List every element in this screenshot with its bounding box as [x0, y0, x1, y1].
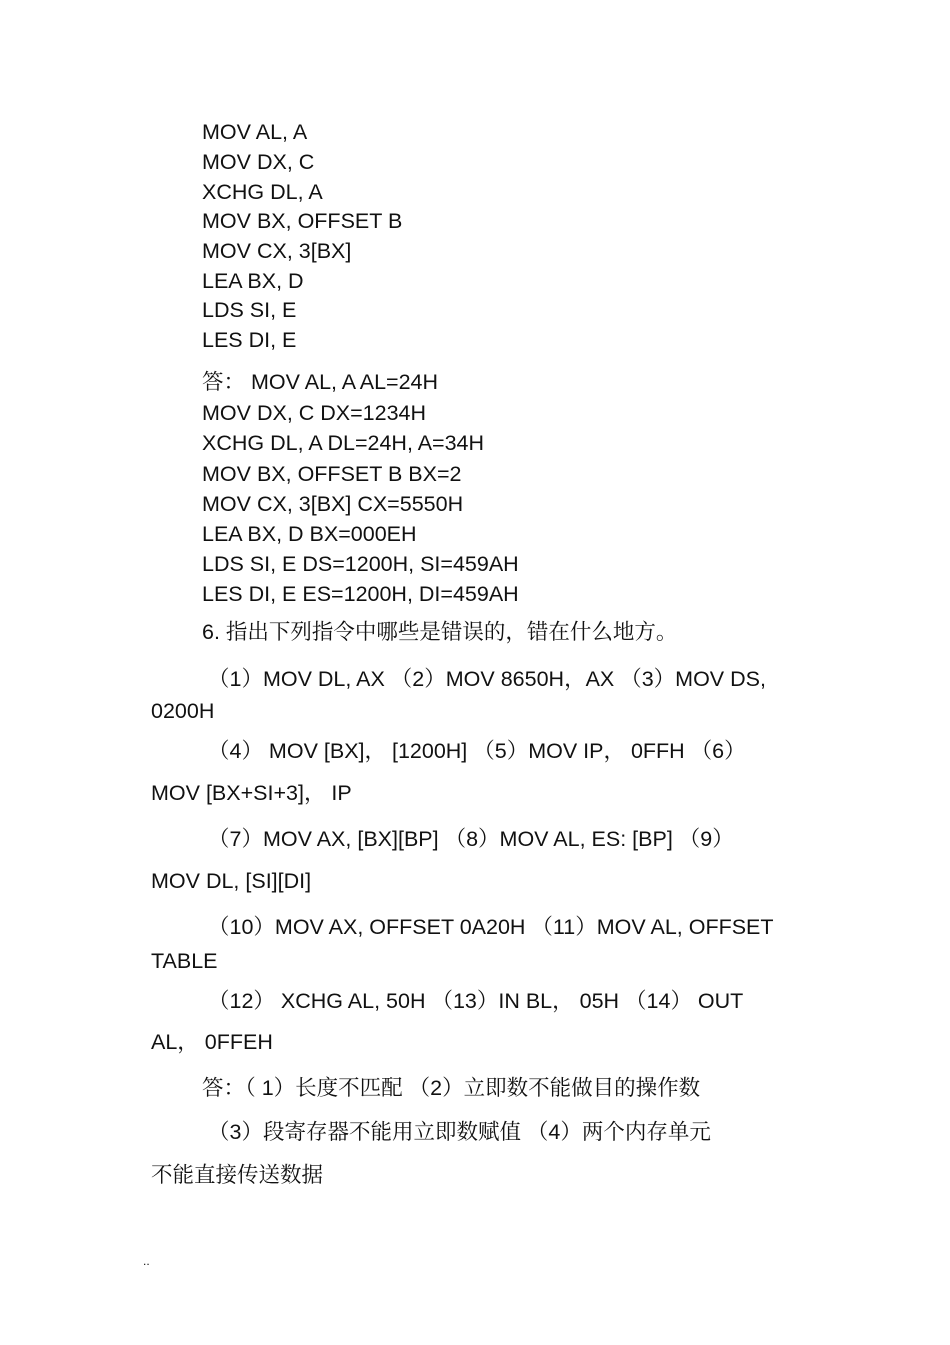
answer-line: MOV CX, 3[BX] CX=5550H: [202, 492, 464, 516]
question-line: （7）MOV AX, [BX][BP] （8）MOV AL, ES: [BP] （9）: [208, 827, 734, 851]
question-line: （10）MOV AX, OFFSET 0A20H （11）MOV AL, OFFSET: [208, 915, 774, 939]
question-line: AL， 0FFEH: [151, 1030, 273, 1054]
answer-line: MOV BX, OFFSET B BX=2: [202, 462, 462, 486]
code-line: MOV DX, C: [202, 150, 315, 174]
code-line: LDS SI, E: [202, 298, 297, 322]
answer-line: MOV DX, C DX=1234H: [202, 401, 427, 425]
answer-line: XCHG DL, A DL=24H, A=34H: [202, 431, 485, 455]
answer-line: 答： MOV AL, A AL=24H: [202, 370, 439, 394]
question-line: （12） XCHG AL, 50H （13）IN BL， 05H （14） OUT: [208, 989, 744, 1013]
code-line: MOV CX, 3[BX]: [202, 239, 352, 263]
question-heading: 6. 指出下列指令中哪些是错误的，错在什么地方。: [202, 620, 678, 644]
question-line: MOV [BX+SI+3]， IP: [151, 781, 352, 805]
answer-line: LEA BX, D BX=000EH: [202, 522, 417, 546]
question-line: MOV DL, [SI][DI]: [151, 869, 312, 893]
code-line: MOV AL, A: [202, 120, 308, 144]
answer-line: LDS SI, E DS=1200H, SI=459AH: [202, 552, 519, 576]
answer6-line: 不能直接传送数据: [151, 1163, 324, 1187]
answer6-line: （3）段寄存器不能用立即数赋值 （4）两个内存单元: [208, 1120, 711, 1144]
question-line: （4） MOV [BX]， [1200H] （5）MOV IP， 0FFH （6）: [208, 739, 746, 763]
question-line: （1）MOV DL, AX （2）MOV 8650H，AX （3）MOV DS,: [208, 667, 766, 691]
answer-line: LES DI, E ES=1200H, DI=459AH: [202, 582, 519, 606]
code-line: MOV BX, OFFSET B: [202, 209, 403, 233]
code-line: LEA BX, D: [202, 269, 304, 293]
question-line: 0200H: [151, 699, 215, 723]
code-line: XCHG DL, A: [202, 180, 323, 204]
answer6-line: 答：（ 1）长度不匹配 （2）立即数不能做目的操作数: [202, 1076, 701, 1100]
question-line: TABLE: [151, 949, 218, 973]
footer-mark: ..: [143, 1254, 150, 1268]
code-line: LES DI, E: [202, 328, 297, 352]
